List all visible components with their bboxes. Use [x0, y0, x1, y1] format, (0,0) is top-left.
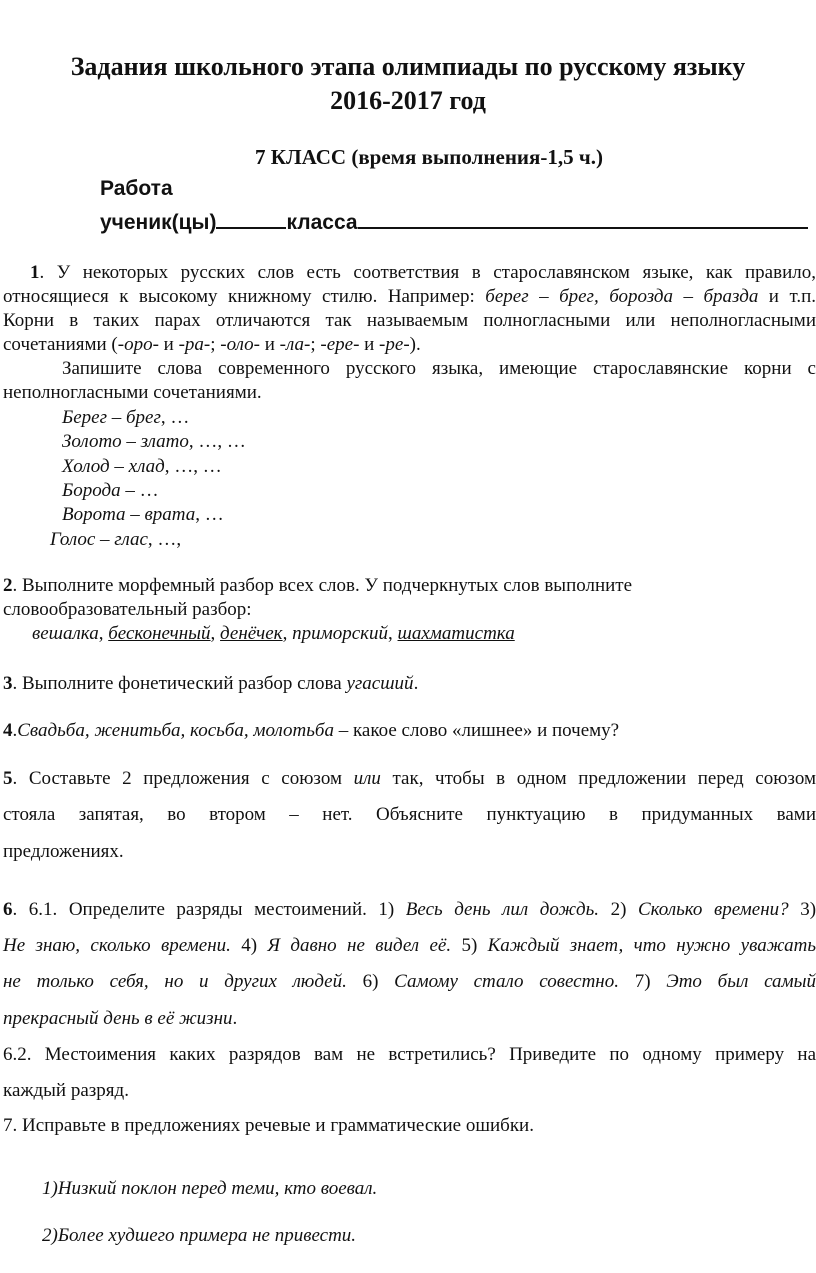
task6-line1: 6. 6.1. Определите разряды местоимений. 1) Весь день лил дождь. 2) Сколько времени? 3)	[3, 899, 816, 920]
task6-number: 6	[3, 899, 13, 920]
task5-number: 5	[3, 768, 13, 789]
student-label: ученик(цы)	[100, 211, 217, 234]
task1-line1: 1. У некоторых русских слов есть соответствия в старославянском языке, как правило,	[30, 262, 816, 283]
task6-line4: прекрасный день в её жизни.	[3, 1008, 238, 1029]
task1-line2: относящиеся к высокому книжному стилю. Например: берег – брег, борозда – бразда и т.п.	[3, 286, 816, 307]
task2-line1: 2. Выполните морфемный разбор всех слов. У подчеркнутых слов выполните	[3, 575, 633, 596]
example-2: Золото – злато, …, …	[62, 431, 246, 452]
page-year: 2016-2017 год	[330, 86, 486, 115]
example-1: Берег – брег, …	[62, 407, 190, 428]
task3: 3. Выполните фонетический разбор слова угасший.	[3, 673, 419, 694]
task6-sub2-line2: каждый разряд.	[3, 1080, 129, 1101]
class-label: класса	[286, 211, 358, 234]
example-3: Холод – хлад, …, …	[62, 456, 222, 477]
task1-line3: Корни в таких парах отличаются так называемым полногласными или неполногласными	[3, 310, 816, 331]
task6-sub2-line1: 6.2. Местоимения каких разрядов вам не встретились? Приведите по одному примеру на	[3, 1044, 816, 1065]
task5-line3: предложениях.	[3, 841, 124, 862]
task2-number: 2	[3, 575, 13, 596]
task1-line6: неполногласными сочетаниями.	[3, 382, 262, 403]
task2-words: вешалка, бесконечный, денёчек, приморский, шахматистка	[32, 623, 515, 644]
task7-sentence-1: 1)Низкий поклон перед теми, кто воевал.	[42, 1178, 378, 1199]
class-blank	[358, 227, 808, 229]
task7-sentence-2: 2)Более худшего примера не привести.	[42, 1225, 357, 1246]
task6-line2: Не знаю, сколько времени. 4) Я давно не видел её. 5) Каждый знает, что нужно уважать	[3, 935, 816, 956]
student-blank	[216, 227, 286, 229]
task5-line1: 5. Составьте 2 предложения с союзом или так, чтобы в одном предложении перед союзом	[3, 768, 816, 789]
task7-prompt: 7. Исправьте в предложениях речевые и грамматические ошибки.	[3, 1115, 534, 1136]
example-5: Ворота – врата, …	[62, 504, 224, 525]
work-label: Работа	[100, 177, 173, 200]
task4: 4.Свадьба, женитьба, косьба, молотьба – какое слово «лишнее» и почему?	[3, 720, 620, 741]
example-4: Борода – …	[62, 480, 159, 501]
task5-line2: стояла запятая, во втором – нет. Объясните пунктуацию в придуманных вами	[3, 804, 816, 825]
task1-line4: сочетаниями (-оро- и -ра-; -оло- и -ла-; -ере- и -ре-).	[3, 334, 421, 355]
task6-line3: не только себя, но и других людей. 6) Самому стало совестно. 7) Это был самый	[3, 971, 816, 992]
example-6: Голос – глас, …,	[50, 529, 182, 550]
task2-line2: словообразовательный разбор:	[3, 599, 252, 620]
task1-number: 1	[30, 262, 40, 283]
grade-info: 7 КЛАСС (время выполнения-1,5 ч.)	[255, 145, 603, 169]
page-title: Задания школьного этапа олимпиады по русскому языку	[70, 52, 746, 81]
student-line	[100, 211, 808, 235]
task3-number: 3	[3, 673, 13, 694]
task4-number: 4	[3, 720, 13, 741]
task1-line5: Запишите слова современного русского языка, имеющие старославянские корни с	[62, 358, 816, 379]
